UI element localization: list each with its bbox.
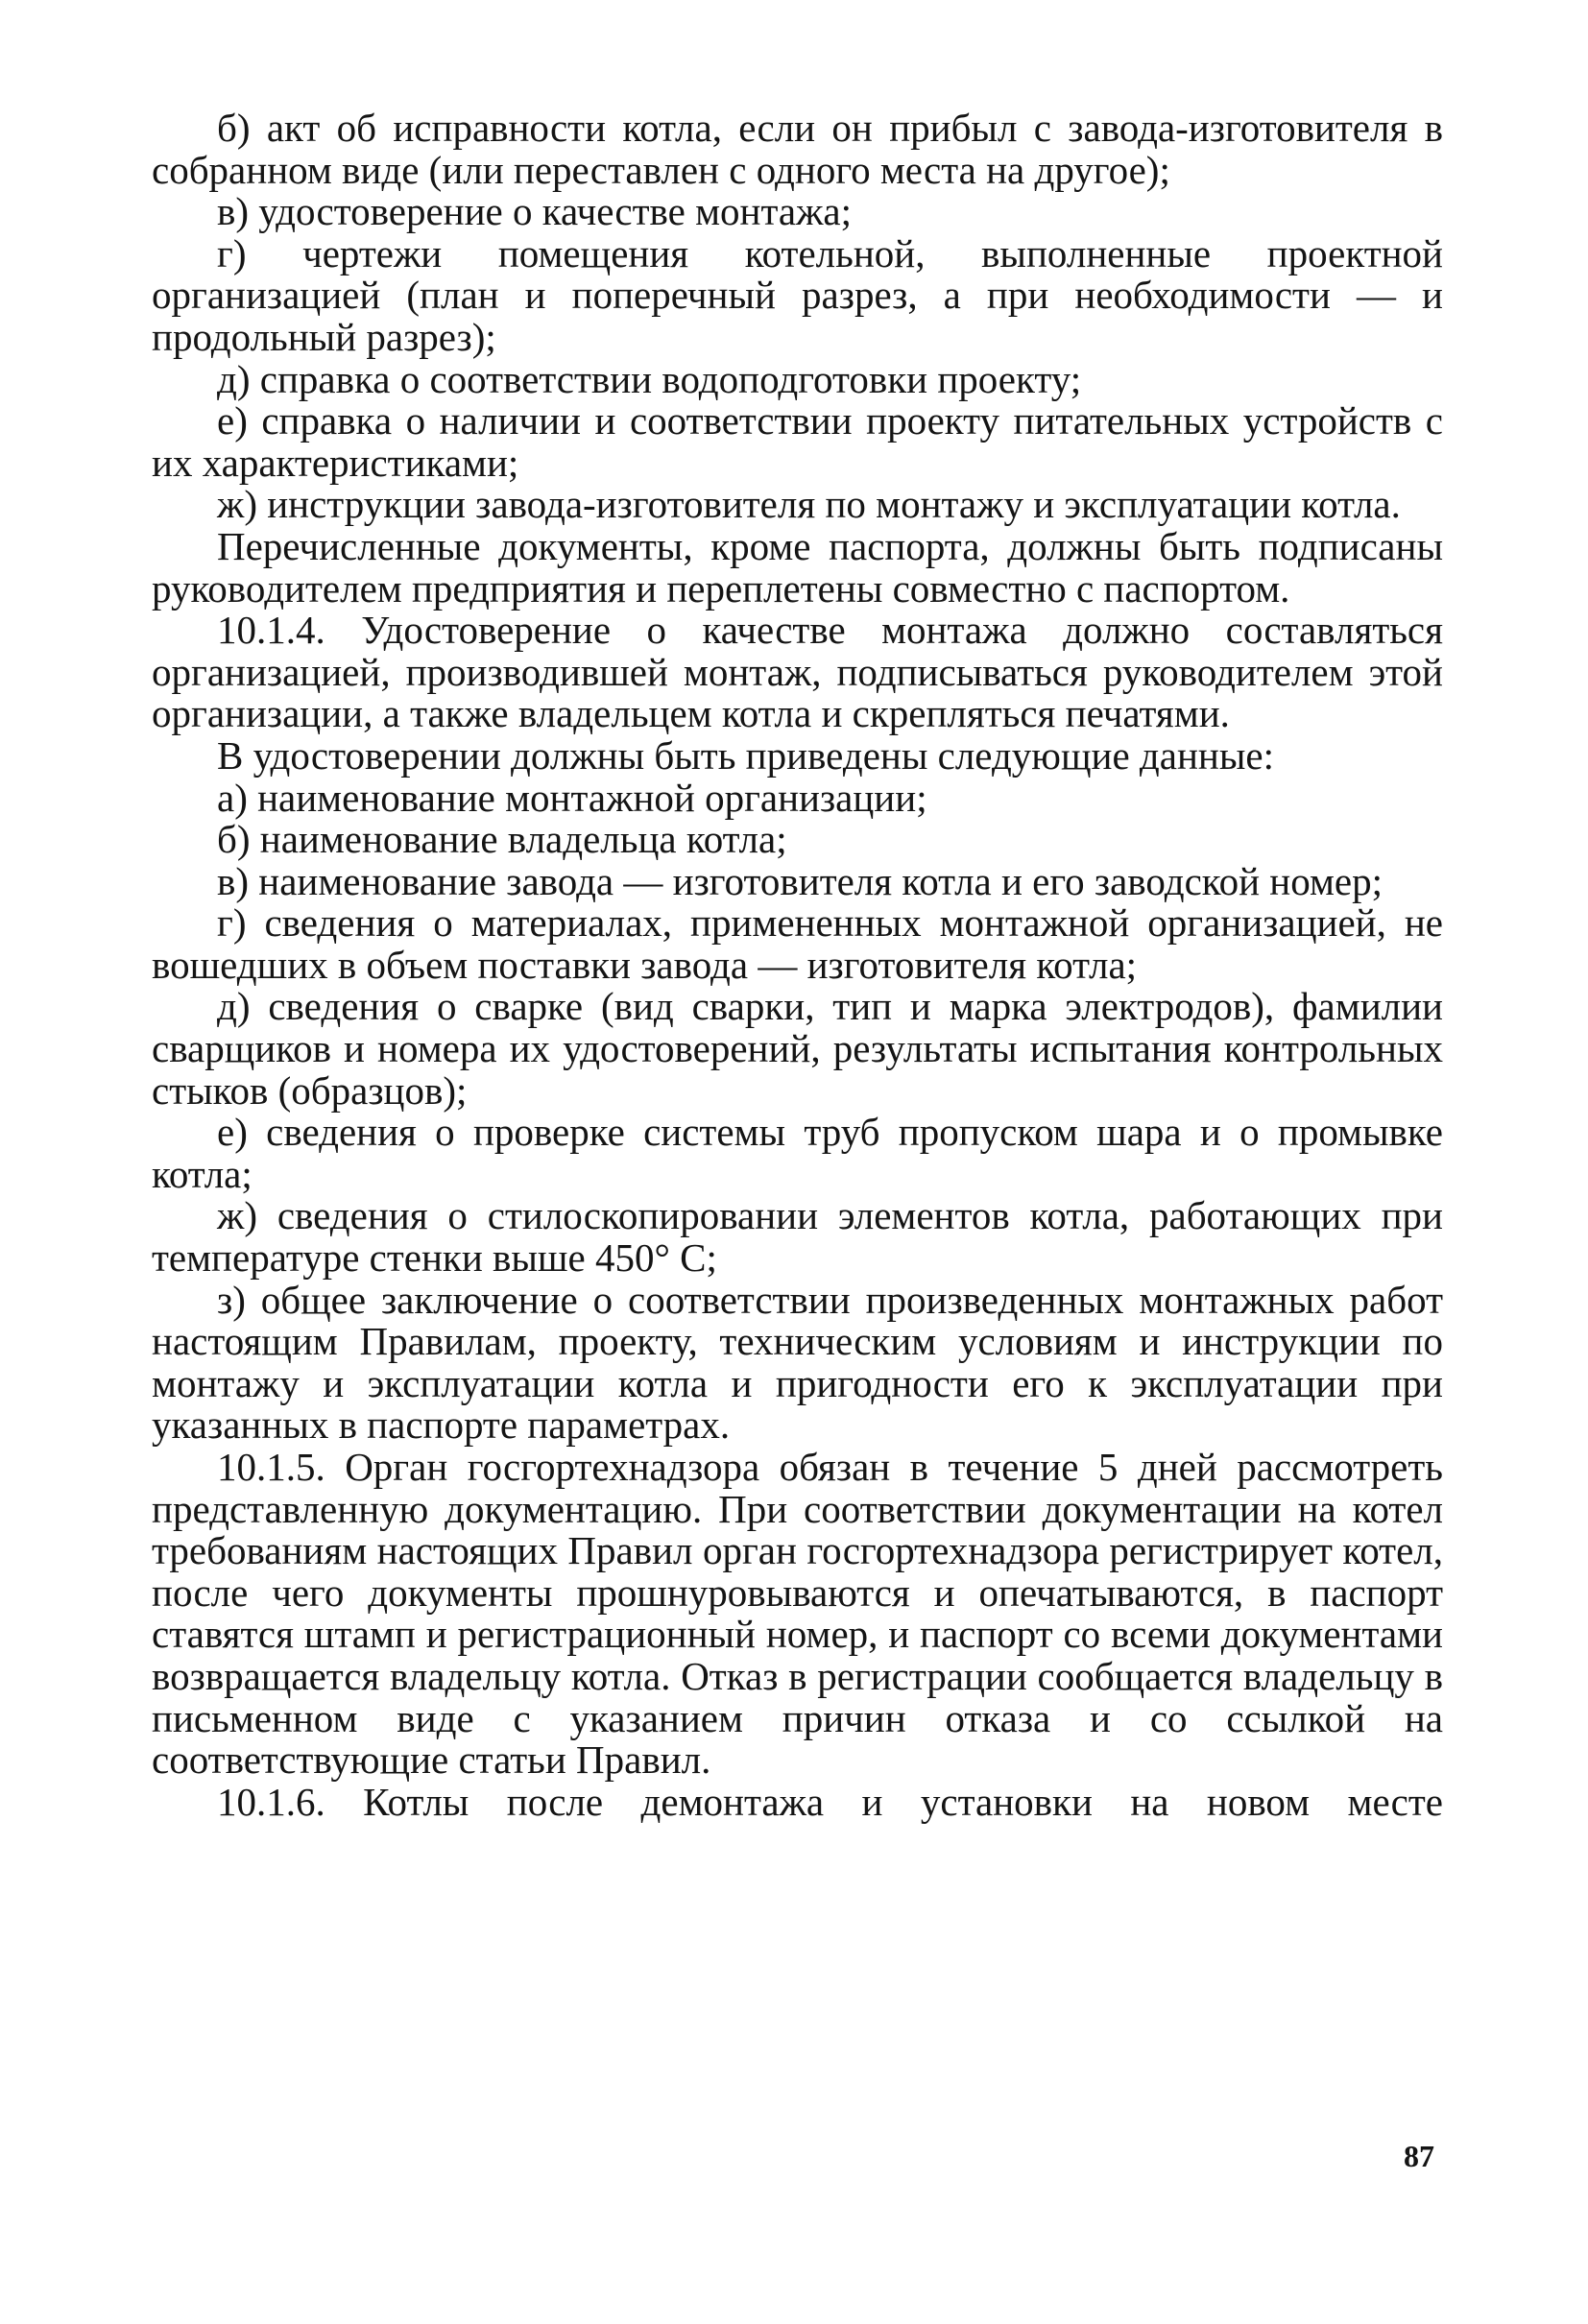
list-item-d: д) справка о соответствии водоподготовки проекту; <box>217 356 1082 401</box>
list-item-zh: ж) инструкции завода-изготовителя по монтажу и эксплуатации котла. <box>217 482 1401 527</box>
list-item-b: б) акт об исправности котла, если он прибыл с завода-изготовителя в собранном виде (или переставлен с одного места на другое); <box>152 106 1443 192</box>
list-item-e: е) справка о наличии и соответствии проекту питательных устройств с их характеристиками; <box>152 398 1443 485</box>
page-body <box>152 108 1443 1823</box>
cert-item-e: е) сведения о проверке системы труб пропуском шара и о промывке котла; <box>152 1110 1443 1196</box>
cert-item-zh: ж) сведения о стилоскопировании элементов котла, работающих при температуре стенки выше 450° С; <box>152 1193 1443 1281</box>
page-number: 87 <box>1404 2139 1434 2173</box>
cert-item-z: з) общее заключение о соответствии произведенных монтажных работ настоящим Правилам, проекту, техническим условиям и инструкции по монтажу и эксплуатации котла и пригодности его к эксплуатации при указанных в паспорте параметрах. <box>152 1277 1443 1448</box>
list-item-g: г) чертежи помещения котельной, выполненные проектной организацией (план и поперечный разрез, а при необходимости — и продольный разрез); <box>152 230 1443 359</box>
clause-10-1-4: 10.1.4. Удостоверение о качестве монтажа должно составляться организацией, производившей монтаж, подписываться руководителем этой организации, а также владельцем котла и скрепляться печатями. <box>152 608 1443 736</box>
paragraph-documents-signed: Перечисленные документы, кроме паспорта, должны быть подписаны руководителем предприятия и переплетены совместно с паспортом. <box>152 523 1443 611</box>
cert-item-d: д) сведения о сварке (вид сварки, тип и марка электродов), фамилии сварщиков и номера их удостоверений, результаты испытания контрольных стыков (образцов); <box>152 984 1443 1113</box>
paragraph-certificate-data: В удостоверении должны быть приведены следующие данные: <box>217 732 1274 778</box>
list-item-v: в) удостоверение о качестве монтажа; <box>217 189 853 234</box>
clause-10-1-6: 10.1.6. Котлы после демонтажа и установки на новом месте <box>217 1779 1443 1824</box>
cert-item-g: г) сведения о материалах, примененных монтажной организацией, не вошедших в объем поставки завода — изготовителя котла; <box>152 900 1443 987</box>
cert-item-a: а) наименование монтажной организации; <box>217 775 927 820</box>
cert-item-v: в) наименование завода — изготовителя котла и его заводской номер; <box>217 858 1383 903</box>
cert-item-b: б) наименование владельца котла; <box>217 817 787 862</box>
clause-10-1-5: 10.1.5. Орган госгортехнадзора обязан в течение 5 дней рассмотреть представленную документацию. При соответствии документации на котел требованиям настоящих Правил орган госгортехнадзора регистрирует котел, после чего документы прошнуровываются и опечатываются, в паспорт ставятся штамп и регистрационный номер, и паспорт со всеми документами возвращается владельцу котла. Отказ в регистрации сообщается владельцу в письменном виде с указанием причин отказа и со ссылкой на соответствующие статьи Правил. <box>152 1445 1443 1783</box>
